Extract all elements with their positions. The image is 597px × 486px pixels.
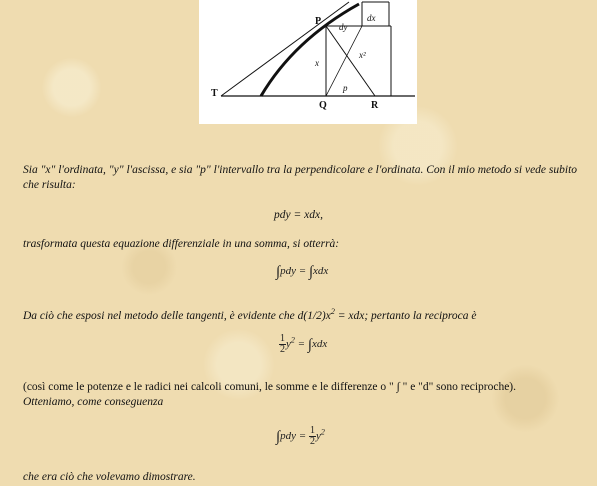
math-exponent: 2	[320, 427, 325, 437]
math-equals: =	[298, 430, 307, 443]
tangent-line	[221, 2, 349, 96]
paragraph-tangents	[23, 304, 583, 324]
integral-equation-1	[276, 264, 328, 281]
math-term: pdy	[280, 265, 296, 277]
label-R: R	[371, 100, 379, 111]
math-exponent: 2	[290, 335, 295, 345]
label-dy: dy	[339, 22, 348, 32]
label-x: x	[315, 58, 319, 68]
math-var: y	[286, 338, 291, 351]
label-p: p	[343, 83, 348, 93]
paragraph-tangents-a: Da ciò che esposi nel metodo delle tangenti, è evidente che d(1/2)x	[23, 309, 331, 322]
fraction-denominator: 2	[280, 344, 285, 355]
math-term: xdx	[311, 338, 328, 351]
paragraph-reciprocal-b: Otteniamo, come conseguenza	[23, 396, 164, 408]
paragraph-reciprocal	[23, 380, 583, 410]
label-x2: x²	[359, 50, 366, 60]
integral-equation-3	[276, 426, 325, 447]
fraction-denominator: 2	[309, 436, 315, 447]
integral-sign: ∫	[307, 337, 312, 354]
math-term: xdx	[313, 265, 329, 277]
math-var: y	[315, 430, 321, 443]
fraction-half	[279, 334, 286, 355]
paragraph-transform: trasformata questa equazione differenziale in una somma, si otterrà:	[23, 238, 340, 250]
tangent-diagram	[199, 0, 417, 124]
fraction-numerator: 1	[309, 425, 315, 436]
label-T: T	[211, 88, 218, 99]
math-term: pdy	[280, 430, 296, 443]
fraction-half	[309, 426, 316, 447]
label-Q: Q	[319, 100, 327, 111]
equation-pdy-xdx: pdy = xdx,	[274, 209, 323, 221]
integral-sign: ∫	[276, 429, 281, 446]
exponent: 2	[330, 307, 335, 316]
geometric-figure	[199, 0, 417, 124]
fraction-numerator: 1	[280, 333, 285, 344]
paragraph-reciprocal-a: (così come le potenze e le radici nei calcoli comuni, le somme e le differenze o " ∫ " e "d" sono reciproche).	[23, 381, 517, 393]
math-equals: =	[298, 265, 307, 277]
paragraph-tangents-b: = xdx; pertanto la reciproca è	[334, 309, 477, 322]
math-equals: =	[297, 338, 306, 351]
normal-line	[326, 26, 375, 96]
label-P: P	[315, 16, 322, 27]
label-dx: dx	[367, 13, 376, 23]
integral-equation-2	[279, 334, 327, 355]
paragraph-intro: Sia "x" l'ordinata, "y" l'ascissa, e sia "p" l'intervallo tra la perpendicolare e l'ordinata. Con il mio metodo si vede subito che risulta:	[23, 164, 578, 191]
paragraph-conclusion: che era ciò che volevamo dimostrare.	[23, 471, 196, 483]
integral-sign: ∫	[276, 264, 281, 280]
integral-sign: ∫	[308, 264, 314, 280]
